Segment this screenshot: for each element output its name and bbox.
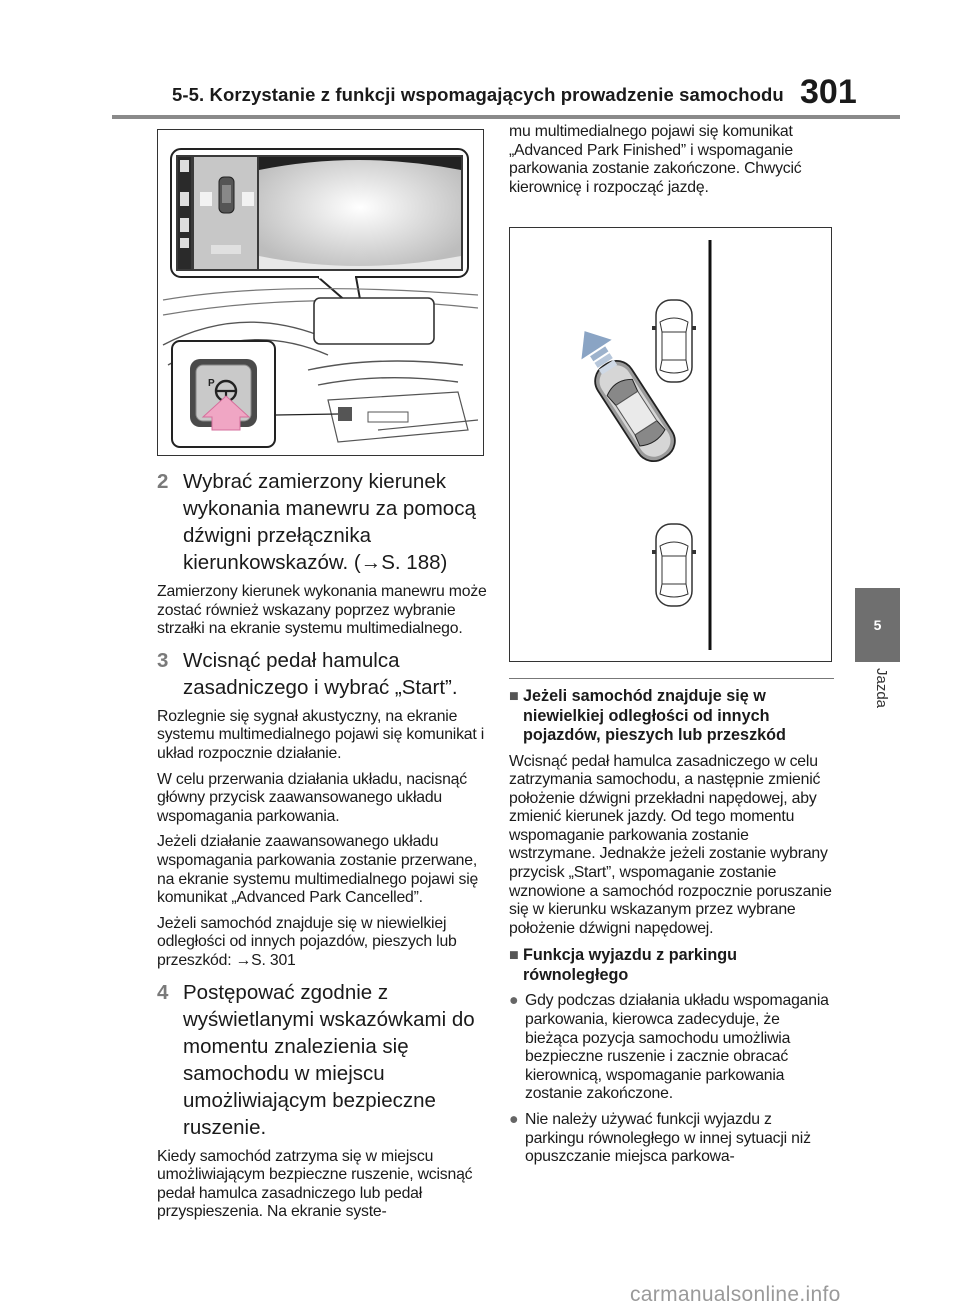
header-divider [112,115,900,119]
section-text: Wcisnąć pedał hamulca zasadniczego w celu zatrzymania samochodu, a następnie zmienić położenie dźwigni przekładni napędowej, aby zmienić kierunek jazdy. Od tego momentu wspomaganie parkowania zostanie wstrzymane. Jednakże jeżeli zostanie wybrany przycisk „Start”, wspomaganie zostanie wznowione a samochód rozpocznie poruszanie się w kierunku wskazanym przez wybrane położenie dźwigni napędowej. [509,752,832,937]
step-text: Postępować zgodnie z wyświetlanymi wskazówkami do momentu znalezienia się samochodu w miejscu umożliwiającym bezpieczne ruszenie. [183,980,475,1139]
running-header: 5-5. Korzystanie z funkcji wspomagających prowadzenie samochodu [172,84,784,105]
parked-car-front [652,300,696,382]
menu-icon [180,238,189,248]
list-item: ● Nie należy używać funkcji wyjazdu z parkingu równoległego w innej sytuacji niż opuszczanie miejsca parkowa- [509,1111,811,1166]
camera-view [259,157,461,269]
center-display [314,298,434,344]
step-3 [157,647,487,701]
switch-location [338,407,352,421]
step-text: Wybrać zamierzony kierunek wykonania manewru za pomocą dźwigni przełącznika kierunkowskazów. (→S. 188) [183,470,476,574]
page-number: 301 [800,73,857,111]
menu-icon [180,160,189,172]
step-2-note: Zamierzony kierunek wykonania manewru może zostać również wskazany poprzez wybranie strzałki na ekranie systemu multimedialnego. [157,583,487,638]
dashboard-illustration [157,129,484,456]
right-column-top [509,123,834,197]
step-3-note: Rozlegnie się sygnał akustyczny, na ekranie systemu multimedialnego pojawi się komunikat i układ rozpocznie działanie. [157,707,485,762]
step-text: Wcisnąć pedał hamulca zasadniczego i wybrać „Start”. [183,648,458,699]
continuation-text: mu multimedialnego pojawi się komunikat „Advanced Park Finished” i wspomaganie parkowania zostanie zakończone. Chwycić kierownicę i rozpocząć jazdę. [509,123,802,196]
bullet-icon: ● [509,992,519,1010]
section-divider [509,678,834,679]
dashboard-drawing [158,130,483,455]
menu-icon [180,218,189,232]
step-number: 3 [157,648,169,672]
parked-car-rear [652,524,696,606]
step-2 [157,468,487,576]
parking-drawing [510,228,831,661]
park-icon-label: P [208,378,215,389]
step-number: 2 [157,470,169,493]
step-4-note: Kiedy samochód zatrzyma się w miejscu umożliwiającym bezpieczne ruszenie, wcisnąć pedał hamulca zasadniczego lub pedał przyspieszenia. Na ekranie syste- [157,1147,473,1221]
section-heading: ■ Funkcja wyjazdu z parkingu równoległego [509,946,738,984]
left-column [157,460,487,1222]
parking-exit-illustration [509,227,832,662]
chapter-label: Jazda [873,668,890,709]
square-bullet-icon: ■ [509,946,519,965]
list-item: ● Gdy podczas działania układu wspomagania parkowania, kierowca zadecyduje, że bieżąca pozycja samochodu umożliwia bezpieczne ruszenie i zacznie obracać kierownicą, wspomaganie parkowania zostanie zakończone. [509,992,829,1103]
step-3-note: Jeżeli działanie zaawansowanego układu wspomagania parkowania zostanie przerwane, na ekranie systemu multimedialnego pojawi się komunikat „Advanced Park Cancelled”. [157,833,479,907]
step-4 [157,979,487,1141]
right-column [509,672,834,1167]
section-heading: ■ Jeżeli samochód znajduje się w niewielkiej odległości od innych pojazdów, pieszych lub przeszkód [509,687,786,744]
step-3-note: Jeżeli samochód znajduje się w niewielkiej odległości od innych pojazdów, pieszych lub przeszkód: →S. 301 [157,914,457,969]
menu-icon [180,192,189,206]
square-bullet-icon: ■ [509,687,519,705]
chapter-tab: 5 [855,588,900,662]
step-3-note: W celu przerwania działania układu, nacisnąć główny przycisk zaawansowanego układu wspomagania parkowania. [157,770,467,825]
step-number: 4 [157,980,169,1004]
watermark: carmanualsonline.info [630,1283,841,1306]
bullet-icon: ● [509,1111,519,1128]
